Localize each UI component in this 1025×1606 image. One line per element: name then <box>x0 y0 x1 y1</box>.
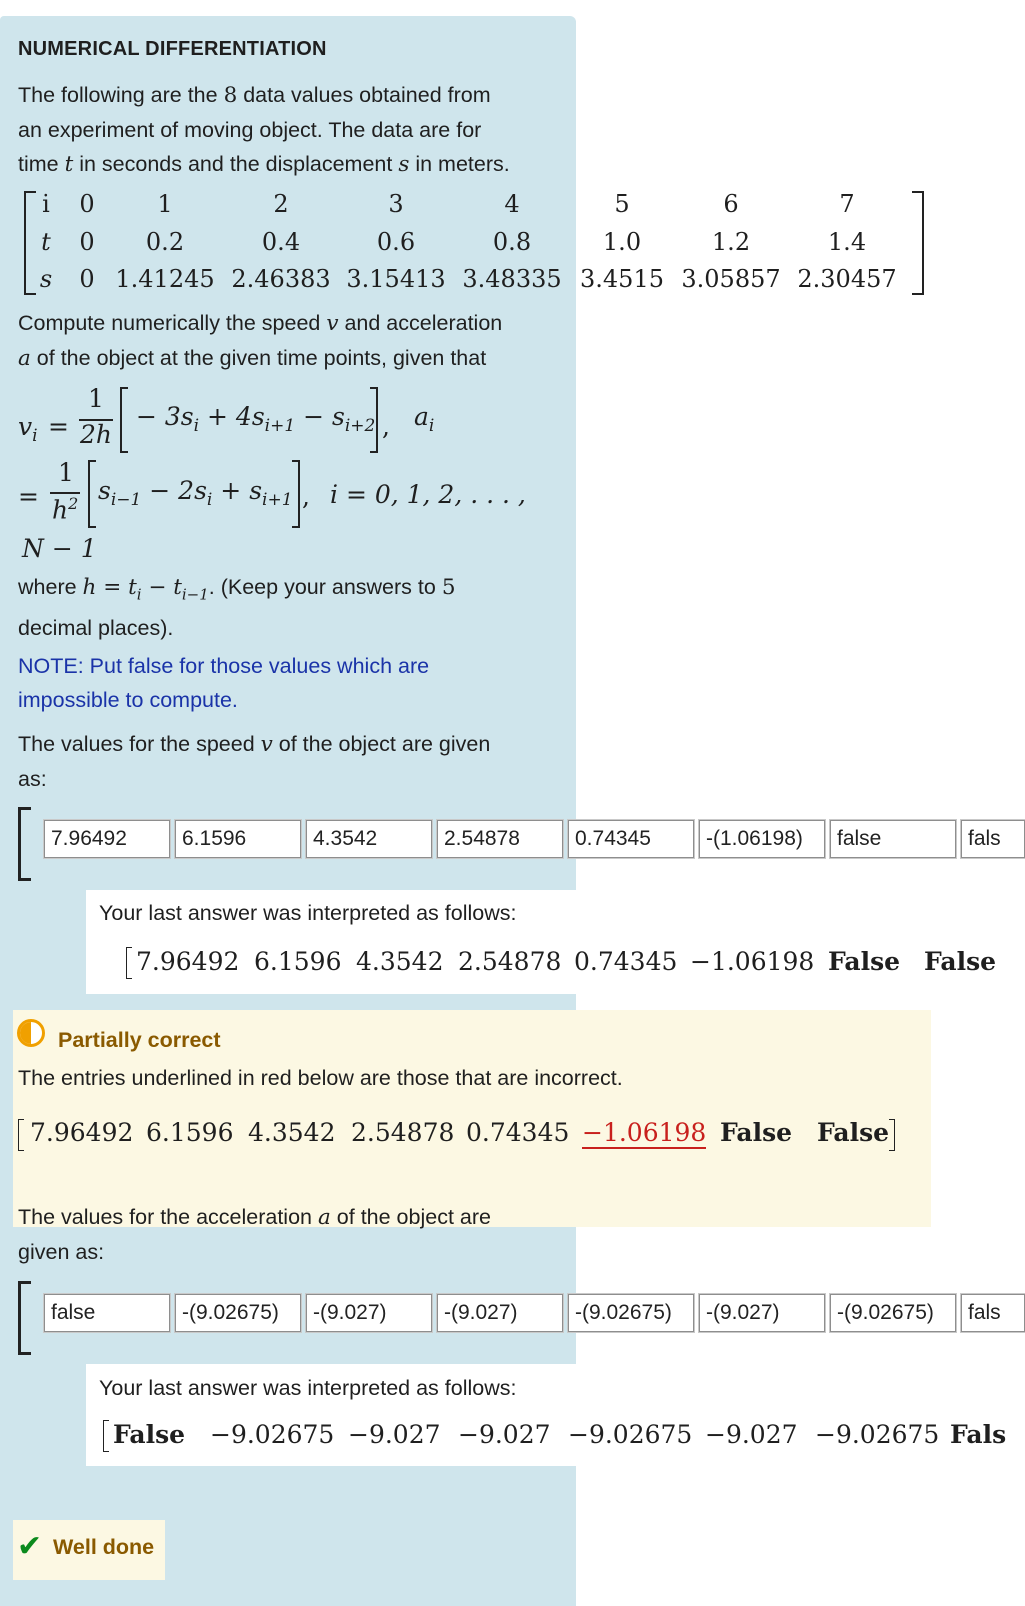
formula-v-sub3: i+2 <box>344 416 376 436</box>
note-line2: impossible to compute. <box>18 688 238 712</box>
where-h-sub1: i <box>136 585 142 604</box>
intro-line3c: in meters. <box>409 152 510 176</box>
formula-bracket1l <box>120 387 128 453</box>
matrix-cell-i-7: 6 <box>723 190 739 218</box>
matrix-cell-s-8: 2.30457 <box>797 265 897 293</box>
accel-interp-value-0: False <box>113 1420 186 1449</box>
accel-input-6[interactable] <box>830 1294 956 1332</box>
accel-input-2[interactable] <box>306 1294 432 1332</box>
intro-line3b: in seconds and the displacement <box>73 152 399 176</box>
matrix-cell-i-3: 2 <box>273 190 289 218</box>
matrix-cell-i-0: i <box>42 190 50 218</box>
formula-a-term3: + s <box>212 476 263 505</box>
where-line1a: where <box>18 575 83 599</box>
formula-v-sub: i <box>32 426 38 446</box>
accel-input-7[interactable] <box>961 1294 1025 1332</box>
accel-input-bracket <box>18 1281 31 1355</box>
feedback-right-bracket <box>889 1119 895 1151</box>
speed-line2: as: <box>18 767 47 791</box>
feedback-message: The entries underlined in red below are those that are incorrect. <box>18 1066 623 1090</box>
where-h-sub2: i−1 <box>181 585 209 604</box>
formula-a: a <box>414 402 429 431</box>
where-five: 5 <box>441 575 456 600</box>
speed-input-1[interactable] <box>175 820 301 858</box>
matrix-cell-i-4: 3 <box>388 190 404 218</box>
accel-input-5[interactable] <box>699 1294 825 1332</box>
speed-input-bracket <box>18 807 31 881</box>
accel-interp-value-1: −9.02675 <box>210 1420 335 1449</box>
formula-a-sub2: i <box>206 490 213 510</box>
partially-correct-icon <box>17 1019 45 1047</box>
feedback-value-6: False <box>720 1118 793 1147</box>
matrix-cell-t-1: 0 <box>79 228 95 256</box>
speed-prompt <box>18 727 563 796</box>
accel-interp-value-7: Fals <box>950 1420 1007 1449</box>
formula-a-term1: s <box>98 476 111 505</box>
formula-2h: 2h <box>80 420 113 449</box>
matrix-cell-t-7: 1.2 <box>711 228 751 256</box>
compute-line2b: of the object at the given time points, given that <box>30 346 487 370</box>
checkmark-icon: ✔ <box>17 1530 43 1563</box>
intro-line1b: data values obtained from <box>237 83 491 107</box>
feedback-value-3: 2.54878 <box>351 1118 455 1147</box>
accel-input-1[interactable] <box>175 1294 301 1332</box>
welldone-text: Well done <box>53 1535 155 1559</box>
compute-a-var: a <box>18 346 31 371</box>
accel-interp-value-4: −9.02675 <box>568 1420 693 1449</box>
accel-a-var: a <box>317 1205 331 1230</box>
formula-a-term2: − 2s <box>141 476 207 505</box>
formula-bracket2r <box>292 460 300 528</box>
matrix-cell-t-5: 0.8 <box>492 228 532 256</box>
compute-text <box>18 306 563 376</box>
accel-line2: given as: <box>18 1240 105 1264</box>
matrix-cell-t-8: 1.4 <box>827 228 867 256</box>
matrix-left-bracket <box>24 191 36 295</box>
formula-h: h <box>52 495 69 525</box>
speed-interp-bracket <box>126 947 132 979</box>
matrix-cell-s-1: 0 <box>79 265 95 293</box>
where-text <box>18 570 563 645</box>
feedback-left-bracket <box>18 1119 24 1151</box>
matrix-cell-t-3: 0.4 <box>261 228 301 256</box>
speed-input-6[interactable] <box>830 820 956 858</box>
accel-interp-value-5: −9.027 <box>705 1420 798 1449</box>
speed-input-7[interactable] <box>961 820 1025 858</box>
speed-input-5[interactable] <box>699 820 825 858</box>
feedback-value-2: 4.3542 <box>248 1118 336 1147</box>
formula-a-sub: i <box>428 416 435 436</box>
formula-h-sup: 2 <box>68 494 79 513</box>
note-line1: NOTE: Put false for those values which are <box>18 654 430 678</box>
matrix-cell-s-0: s <box>39 265 53 293</box>
intro-line3a: time <box>18 152 65 176</box>
compute-line1b: and acceleration <box>338 311 503 335</box>
speed-interp-value-3: 2.54878 <box>458 947 562 976</box>
where-h-expr: h = t <box>82 575 137 600</box>
where-line2: decimal places). <box>18 616 174 641</box>
formula-v-term3: − s <box>295 402 345 431</box>
matrix-cell-t-4: 0.6 <box>376 228 416 256</box>
accel-input-0[interactable] <box>44 1294 170 1332</box>
intro-line2: an experiment of moving object. The data are for <box>18 118 482 142</box>
matrix-right-bracket <box>912 191 924 295</box>
formula-i-range: i = 0, 1, 2, . . . , <box>330 480 526 509</box>
speed-input-4[interactable] <box>568 820 694 858</box>
speed-interp-value-7: False <box>924 947 997 976</box>
formula-eq2: = <box>18 482 39 511</box>
feedback-value-5: −1.06198 <box>582 1118 707 1147</box>
feedback-value-0: 7.96492 <box>30 1118 134 1147</box>
note-text <box>18 649 563 717</box>
intro-t-var: t <box>64 152 74 177</box>
intro-text <box>18 78 563 182</box>
matrix-cell-i-2: 1 <box>157 190 173 218</box>
question-title: NUMERICAL DIFFERENTIATION <box>18 38 327 60</box>
matrix-cell-i-6: 5 <box>614 190 630 218</box>
formula-bracket1r <box>370 387 378 453</box>
formula-eq1: = <box>48 412 69 441</box>
accel-input-3[interactable] <box>437 1294 563 1332</box>
matrix-cell-s-7: 3.05857 <box>681 265 781 293</box>
feedback-value-1: 6.1596 <box>146 1118 234 1147</box>
speed-v-var: v <box>260 732 273 757</box>
speed-interpretation-label: Your last answer was interpreted as follows: <box>99 901 517 925</box>
compute-v-var: v <box>326 311 339 336</box>
matrix-cell-s-2: 1.41245 <box>115 265 215 293</box>
matrix-cell-i-1: 0 <box>79 190 95 218</box>
formula-v-term1: − 3s <box>136 402 194 431</box>
feedback-value-7: False <box>817 1118 890 1147</box>
matrix-cell-t-6: 1.0 <box>602 228 642 256</box>
matrix-cell-s-6: 3.4515 <box>580 265 664 293</box>
speed-interp-value-5: −1.06198 <box>690 947 815 976</box>
formula-one2: 1 <box>58 458 74 487</box>
matrix-cell-s-5: 3.48335 <box>462 265 562 293</box>
speed-input-3[interactable] <box>437 820 563 858</box>
feedback-value-4: 0.74345 <box>466 1118 570 1147</box>
accel-interpretation-label: Your last answer was interpreted as follows: <box>99 1376 517 1400</box>
intro-s-var: s <box>398 152 410 177</box>
speed-interp-value-6: False <box>828 947 901 976</box>
accel-line1a: The values for the acceleration <box>18 1205 318 1229</box>
where-line1b: . (Keep your answers to <box>208 575 442 599</box>
speed-interp-value-0: 7.96492 <box>136 947 240 976</box>
accel-interp-value-2: −9.027 <box>348 1420 441 1449</box>
accel-line1b: of the object are <box>330 1205 491 1229</box>
formula-a-sub1: i−1 <box>110 490 142 510</box>
matrix-cell-t-2: 0.2 <box>145 228 185 256</box>
formula-v-sub1: i <box>193 416 200 436</box>
formula-n-minus-1: N − 1 <box>22 534 97 563</box>
speed-input-2[interactable] <box>306 820 432 858</box>
speed-interp-value-1: 6.1596 <box>254 947 342 976</box>
accel-prompt <box>18 1200 563 1269</box>
formula-v: v <box>18 412 33 441</box>
matrix-cell-i-5: 4 <box>504 190 520 218</box>
matrix-cell-s-4: 3.15413 <box>346 265 446 293</box>
compute-line1a: Compute numerically the speed <box>18 311 327 335</box>
intro-line1a: The following are the <box>18 83 224 107</box>
formula-one1: 1 <box>88 384 104 413</box>
accel-input-4[interactable] <box>568 1294 694 1332</box>
matrix-cell-s-3: 2.46383 <box>231 265 331 293</box>
accel-interp-bracket <box>103 1420 109 1452</box>
matrix-cell-i-8: 7 <box>839 190 855 218</box>
formula-bracket2l <box>88 460 96 528</box>
formula-comma1: , <box>382 412 390 441</box>
speed-line1b: of the object are given <box>272 732 491 756</box>
formula-comma2: , <box>302 482 310 511</box>
formula-v-term2: + 4s <box>199 402 265 431</box>
where-h-mid: − t <box>141 575 182 600</box>
speed-interp-value-4: 0.74345 <box>574 947 678 976</box>
formula-a-sub3: i+1 <box>262 490 293 510</box>
accel-interp-value-3: −9.027 <box>458 1420 551 1449</box>
matrix-cell-t-0: t <box>41 228 51 256</box>
speed-interp-value-2: 4.3542 <box>356 947 444 976</box>
formula-v-sub2: i+1 <box>264 416 296 436</box>
speed-input-0[interactable] <box>44 820 170 858</box>
intro-count: 8 <box>223 83 238 108</box>
accel-interp-value-6: −9.02675 <box>815 1420 940 1449</box>
feedback-status: Partially correct <box>58 1028 221 1052</box>
speed-line1a: The values for the speed <box>18 732 261 756</box>
